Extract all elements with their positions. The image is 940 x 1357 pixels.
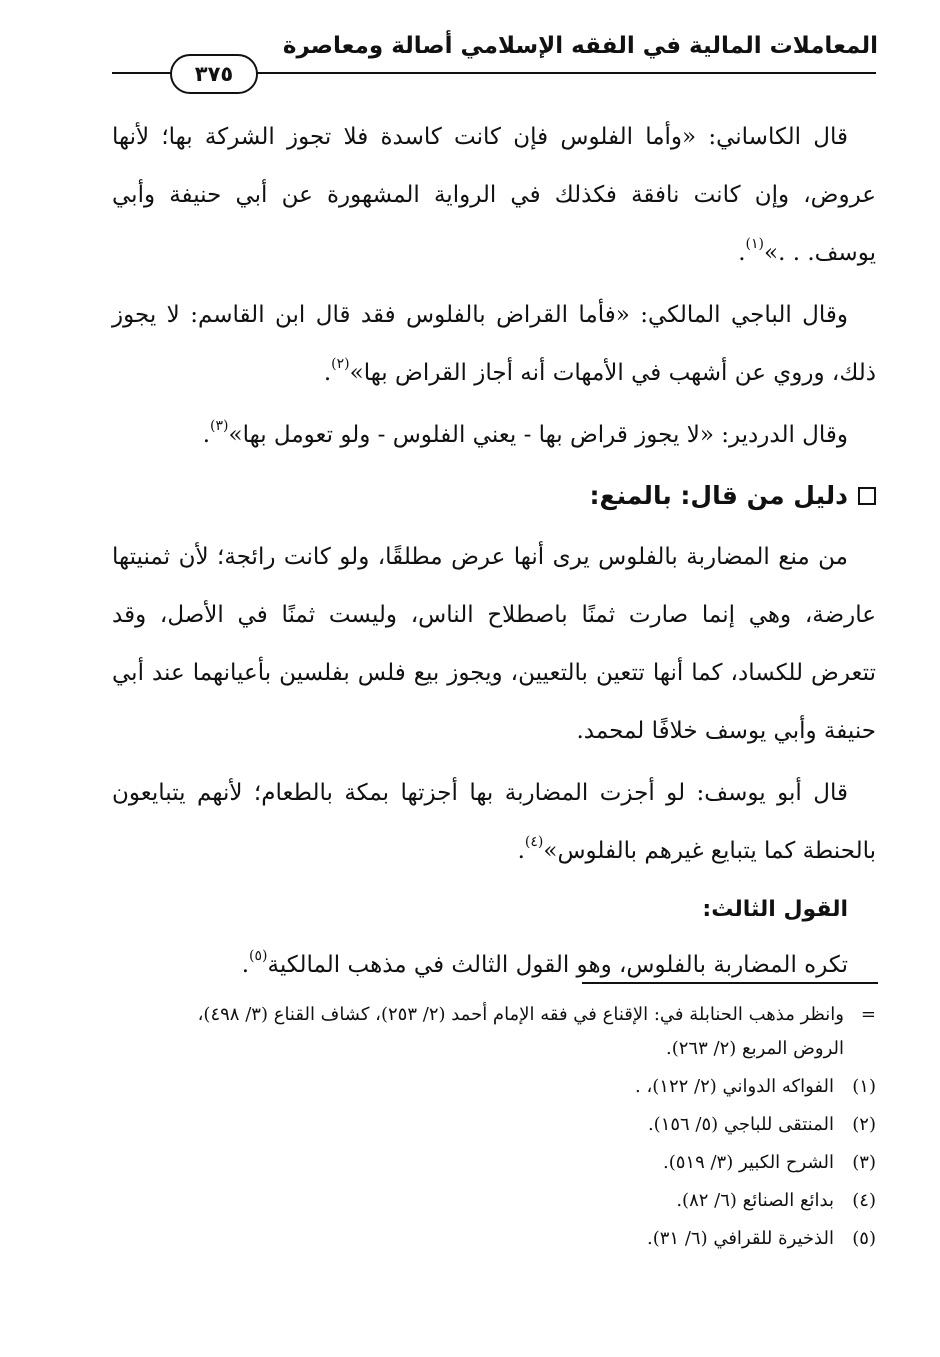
continuation-mark: = — [860, 1004, 876, 1025]
paragraph-text: قال أبو يوسف: لو أجزت المضاربة بها أجزتها بمكة بالطعام؛ لأنهم يتبايعون بالحنطة كما يتبايع غيرهم بالفلوس» — [112, 780, 876, 864]
paragraph-third-opinion: تكره المضاربة بالفلوس، وهو القول الثالث في مذهب المالكية$^{(٥)}$. — [241, 948, 848, 978]
section-heading-text: دليل من قال: بالمنع: — [589, 481, 848, 510]
footnote-item — [76, 1222, 876, 1256]
footnote-item — [76, 1146, 876, 1180]
footnote-item — [76, 1070, 876, 1104]
footnote-text: بدائع الصنائع (٦/ ٨٢). — [676, 1190, 834, 1211]
footnote-text: الشرح الكبير (٣/ ٥١٩). — [662, 1152, 834, 1173]
section-heading — [112, 468, 876, 524]
paragraph-kasani: قال الكاساني: «وأما الفلوس فإن كانت كاسدة فلا تجوز الشركة بها؛ لأنها عروض، وإن كانت نافقة فكذلك في الرواية المشهورة عن أبي حنيفة وأبي يوسف. . .»$^{(١)}$. — [112, 124, 876, 266]
paragraph-evidence — [112, 528, 876, 760]
paragraph-text: وقال الدردير: «لا يجوز قراض بها - يعني الفلوس - ولو تعومل بها» — [228, 422, 848, 448]
subheading-third-opinion: القول الثالث: — [702, 897, 848, 922]
footnote-ref: (٤) — [524, 834, 544, 850]
footnote-continuation — [76, 998, 876, 1066]
footnote-ref: (٥) — [249, 948, 268, 964]
footnote-ref: (١) — [745, 236, 764, 252]
footnotes — [76, 998, 876, 1256]
footnote-text: المنتقى للباجي (٥/ ١٥٦). — [647, 1114, 834, 1135]
footnote-text: وانظر مذهب الحنابلة في: الإقناع في فقه الإمام أحمد (٢/ ٢٥٣)، كشاف القناع (٣/ ٤٩٨)، — [197, 1004, 844, 1025]
page-number-badge: ٣٧٥ — [170, 54, 258, 94]
paragraph-text: قال الكاساني: «وأما الفلوس فإن كانت كاسدة فلا تجوز الشركة بها؛ لأنها عروض، وإن كانت نافقة فكذلك في الرواية المشهورة عن أبي حنيفة وأبي يوسف. . .» — [112, 124, 876, 266]
paragraph-abu-yusuf: قال أبو يوسف: لو أجزت المضاربة بها أجزتها بمكة بالطعام؛ لأنهم يتبايعون بالحنطة كما يتبايع غيرهم بالفلوس»$^{(٤)}$. — [112, 780, 876, 864]
footnote-number: (٤) — [852, 1190, 876, 1211]
paragraph-text: تكره المضاربة بالفلوس، وهو القول الثالث في مذهب المالكية — [267, 952, 848, 978]
square-bullet-icon — [858, 487, 876, 505]
footnote-item — [76, 1108, 876, 1142]
paragraph-text: وقال الباجي المالكي: «فأما القراض بالفلوس فقد قال ابن القاسم: لا يجوز ذلك، وروي عن أشهب في الأمهات أنه أجاز القراض بها» — [112, 302, 876, 386]
paragraph-dardir: وقال الدردير: «لا يجوز قراض بها - يعني الفلوس - ولو تعومل بها»$^{(٣)}$. — [202, 418, 848, 448]
footnote-number: (٣) — [852, 1152, 876, 1173]
footnote-item — [76, 1184, 876, 1218]
footnote-number: (٥) — [852, 1228, 876, 1249]
footnote-number: (١) — [852, 1076, 876, 1097]
paragraph-baji: وقال الباجي المالكي: «فأما القراض بالفلوس فقد قال ابن القاسم: لا يجوز ذلك، وروي عن أشهب في الأمهات أنه أجاز القراض بها»$^{(٢)}$. — [112, 302, 876, 386]
running-header-title: المعاملات المالية في الفقه الإسلامي أصالة ومعاصرة — [282, 33, 878, 59]
footnote-ref: (٢) — [331, 356, 350, 372]
paragraph-text: من منع المضاربة بالفلوس يرى أنها عرض مطلقًا، ولو كانت رائجة؛ لأن ثمنيتها عارضة، وهي إنما صارت ثمنًا باصطلاح الناس، وليست ثمنًا في الأصل، وقد تتعرض للكساد، كما أنها تتعين بالتعيين، ويجوز بيع فلس بفلسين بأعيانهما عند أبي حنيفة وأبي يوسف خلافًا لمحمد. — [112, 544, 876, 744]
footnote-text: الذخيرة للقرافي (٦/ ٣١). — [647, 1228, 834, 1249]
footnote-number: (٢) — [852, 1114, 876, 1135]
main-text — [112, 108, 876, 998]
footnote-text: الفواكه الدواني (٢/ ١٢٢)، . — [635, 1076, 834, 1097]
footnote-rule — [582, 982, 878, 984]
footnote-ref: (٣) — [210, 418, 229, 434]
footnote-text: الروض المربع (٢/ ٢٦٣). — [666, 1038, 844, 1059]
